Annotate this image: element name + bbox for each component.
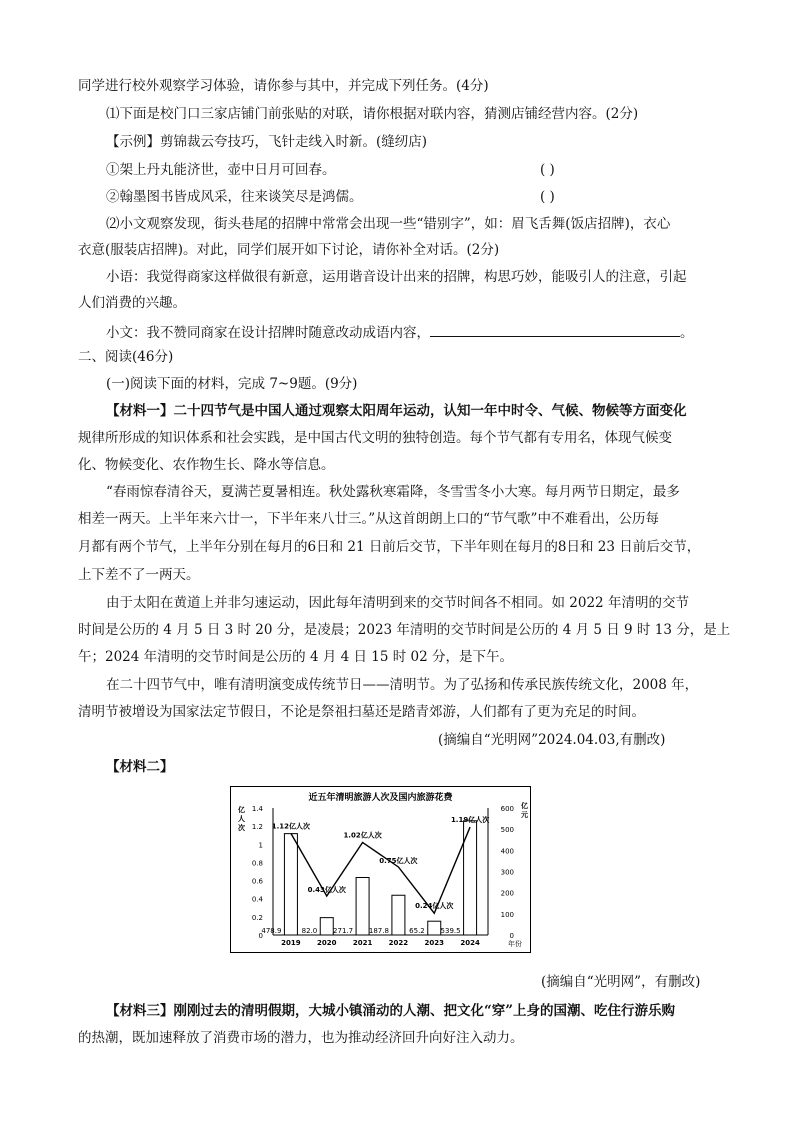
- category-label: 2023: [424, 939, 444, 947]
- q1-example: 【示例】剪锦裁云夸技巧，飞针走线入时新。(缝纫店): [106, 134, 428, 150]
- intro-line: 同学进行校外观察学习体验，请你参与其中，并完成下列任务。(4分): [78, 78, 489, 94]
- material1-line11: 在二十四节气中，唯有清明演变成传统节日——清明节。为了弘扬和传承民族传统文化，2008 年，: [106, 677, 699, 693]
- left-tick-label: 1: [258, 841, 263, 850]
- left-tick-label: 0.2: [251, 913, 263, 922]
- right-axis-label: 亿: [521, 802, 528, 810]
- material1-line7: 上下差不了一两天。: [78, 567, 200, 583]
- visitor-label: 1.12亿人次: [271, 822, 311, 831]
- material1-line8: 由于太阳在黄道上并非匀速运动，因此每年清明到来的交节时间各不相同。如 2022 年清明的交节: [106, 595, 689, 611]
- tourism-chart: [230, 786, 531, 953]
- q1-prompt: ⑴下面是校门口三家店铺门前张贴的对联，请你根据对联内容，猜测店铺经营内容。(2分): [106, 106, 639, 122]
- q2-prompt-line2: 衣意(服装店招牌)。对此，同学们展开如下讨论，请你补全对话。(2分): [78, 242, 500, 258]
- visitor-label: 1.02亿人次: [343, 831, 382, 840]
- right-axis-label: 元: [521, 811, 528, 819]
- spending-label: 478.9: [261, 927, 282, 935]
- material1-line9: 时间是公历的 4 月 5 日 3 时 20 分，是凌晨；2023 年清明的交节时间是公历的 4 月 5 日 9 时 13 分，是上: [78, 622, 731, 638]
- right-tick-label: 200: [500, 889, 514, 898]
- chart-title: 近五年清明旅游人次及国内旅游花费: [308, 793, 453, 803]
- left-tick-label: 0.4: [251, 895, 263, 904]
- material2-label: 【材料二】: [106, 759, 174, 775]
- category-label: 2022: [388, 939, 409, 947]
- left-tick-label: 0.6: [251, 877, 263, 886]
- q2-xiaoyu-line1: 小语：我觉得商家这样做很有新意，运用谐音设计出来的招牌，构思巧妙，能吸引人的注意，引起: [106, 269, 687, 285]
- visitor-label: 0.75亿人次: [379, 856, 418, 865]
- q2-prompt-line1: ⑵小文观察发现，街头巷尾的招牌中常常会出现一些“错别字”，如：眉飞舌舞(饭店招牌)，衣心: [106, 216, 671, 232]
- visitor-label: 0.43亿人次: [307, 885, 346, 894]
- spending-bar: [284, 834, 297, 935]
- category-label: 2021: [352, 939, 373, 947]
- q1-item2-answer-blank[interactable]: ( ): [540, 189, 555, 205]
- spending-bar: [356, 877, 369, 935]
- material1-line10: 午；2024 年清明的交节时间是公历的 4 月 4 日 15 时 02 分，是下午。: [78, 649, 514, 665]
- q1-item1-answer-blank[interactable]: ( ): [540, 162, 555, 178]
- material1-line12: 清明节被增设为国家法定节假日，不论是祭祖扫墓还是踏青郊游，人们都有了更为充足的时间。: [78, 704, 645, 720]
- category-label: 2019: [281, 939, 301, 947]
- q2-xiaowen-end: 。: [680, 325, 694, 341]
- right-tick-label: 100: [500, 910, 514, 919]
- left-axis-label: 亿: [238, 806, 245, 814]
- spending-label: 65.2: [409, 927, 425, 935]
- left-tick-label: 1.4: [251, 805, 263, 813]
- spending-label: 82.0: [301, 927, 318, 935]
- material1-line1: 【材料一】二十四节气是中国人通过观察太阳周年运动，认知一年中时令、气候、物候等方面变化: [106, 403, 687, 419]
- material1-line2: 规律所形成的知识体系和社会实践，是中国古代文明的独特创造。每个节气都有专用名，体现气候变: [78, 430, 672, 446]
- material1-line4: “春雨惊春清谷天，夏满芒夏暑相连。秋处露秋寒霜降，冬雪雪冬小大寒。每月两节日期定，最多: [106, 484, 680, 500]
- q2-xiaowen-line: [106, 322, 694, 343]
- category-label: 2024: [460, 939, 480, 947]
- right-tick-label: 400: [500, 847, 514, 856]
- visitor-label: 0.24亿人次: [415, 902, 454, 911]
- section-sub: (一)阅读下面的材料，完成 7~9题。(9分): [106, 376, 358, 392]
- left-tick-label: 1.2: [251, 823, 263, 832]
- q2-answer-blank[interactable]: [430, 322, 680, 337]
- material1-line5: 相差一两天。上半年来六廿一，下半年来八廿三。”从这首朗朗上口的“节气歌”中不难看出，公历每: [78, 511, 659, 527]
- right-tick-label: 0: [509, 932, 514, 940]
- material3-line1: 【材料三】刚刚过去的清明假期，大城小镇涌动的人潮、把文化“穿”上身的国潮、吃住行游乐购: [106, 1003, 676, 1019]
- left-axis-label: 人: [238, 815, 245, 823]
- right-tick-label: 500: [500, 826, 514, 835]
- spending-bar: [428, 921, 441, 935]
- right-tick-label: 300: [500, 868, 514, 877]
- visitor-label: 1.19亿人次: [450, 816, 490, 825]
- left-tick-label: 0.8: [251, 859, 263, 868]
- q1-item2: ②翰墨图书皆成风采，往来谈笑尽是鸿儒。: [106, 189, 363, 205]
- material1-line6: 月都有两个节气，上半年分别在每月的6日和 21 日前后交节，下半年则在每月的8日和 23 日前后交节，: [78, 539, 701, 555]
- left-axis-label: 次: [238, 824, 245, 832]
- spending-label: 539.5: [440, 927, 461, 935]
- material2-source: (摘编自“光明网”，有删改): [541, 974, 701, 990]
- x-axis-label: 年份: [508, 940, 522, 948]
- material3-line2: 的热潮，既加速释放了消费市场的潜力，也为推动经济回升向好注入动力。: [78, 1030, 524, 1046]
- section-title: 二、阅读(46分): [78, 349, 174, 365]
- q2-xiaoyu-line2: 人们消费的兴趣。: [78, 295, 186, 311]
- left-tick-label: 0: [258, 932, 263, 940]
- spending-label: 187.8: [368, 927, 389, 935]
- q1-item1: ①架上丹丸能济世，壶中日月可回春。: [106, 162, 336, 178]
- material1-line3: 化、物候变化、农作物生长、降水等信息。: [78, 457, 335, 473]
- category-label: 2020: [317, 939, 337, 947]
- right-tick-label: 600: [500, 805, 514, 813]
- spending-label: 271.7: [333, 927, 354, 935]
- spending-bar: [392, 895, 405, 935]
- spending-bar: [320, 918, 333, 935]
- q2-xiaowen-text: 小文：我不赞同商家在设计招牌时随意改动成语内容，: [106, 325, 430, 341]
- material1-source: (摘编自“光明网”2024.04.03,有删改): [438, 732, 666, 748]
